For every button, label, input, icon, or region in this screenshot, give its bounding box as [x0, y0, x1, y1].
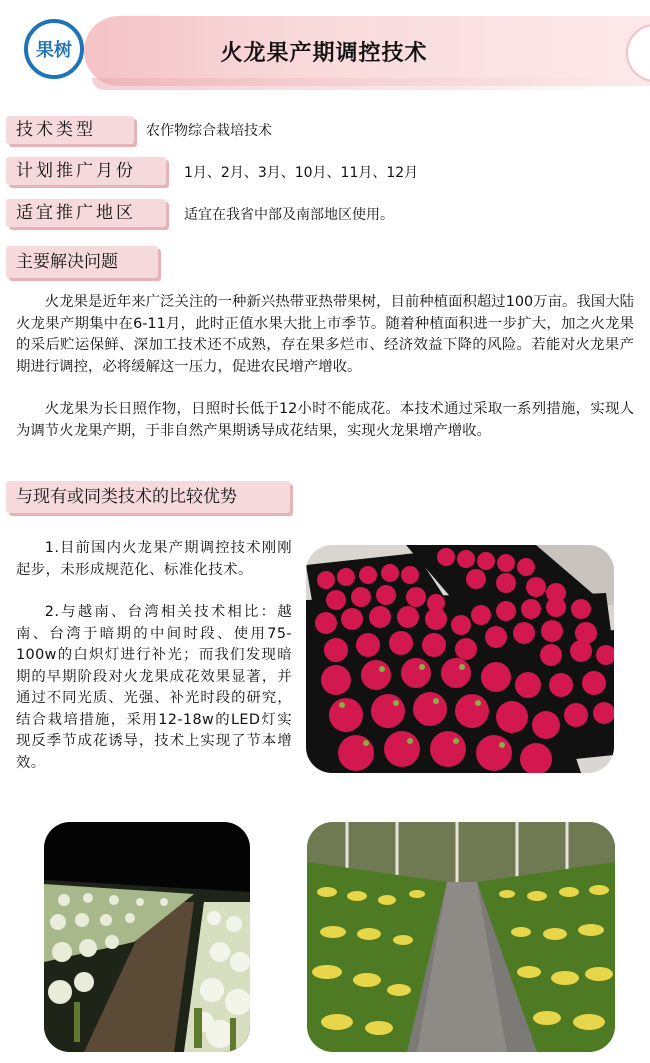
crates-illustration — [306, 545, 614, 773]
advantage-heading: 与现有或同类技术的比较优势 — [6, 481, 290, 513]
flowering-rows-photo — [307, 822, 615, 1052]
tech-type-value: 农作物综合栽培技术 — [146, 123, 272, 139]
months-value: 1月、2月、3月、10月、11月、12月 — [184, 165, 419, 181]
problem-paragraph-1: 火龙果是近年来广泛关注的一种新兴热带亚热带果树，目前种植面积超过100万亩。我国大陆火龙果产期集中在6-11月，此时正值水果大批上市季节。随着种植面积进一步扩大，加之火龙果的采后贮运保鲜、深加工技术还不成熟，存在果多烂市、经济效益下降的风险。若能对火龙果产期进行调控，必将缓解这一压力，促进农民增产增收。 — [16, 294, 634, 375]
region-value: 适宜在我省中部及南部地区使用。 — [184, 207, 394, 223]
advantage-point-2: 2.与越南、台湾相关技术相比：越南、台湾于暗期的中间时段、使用75-100w的白炽灯进行补光；而我们发现暗期的早期阶段对火龙果成花效果显著，并通过不同光质、光强、补光时段的研究，结合栽培措施，采用12-18w的LED灯实现反季节成花诱导，技术上实现了节本增效。 — [16, 604, 292, 771]
advantage-point-1: 1.目前国内火龙果产期调控技术刚刚起步，未形成规范化、标准化技术。 — [16, 540, 292, 578]
region-label: 适宜推广地区 — [6, 199, 166, 227]
dragon-fruit-crates-photo — [306, 545, 614, 773]
night-orchard-illustration — [44, 822, 250, 1052]
flowering-rows-illustration — [307, 822, 615, 1052]
night-orchard-lighting-photo — [44, 822, 250, 1052]
problem-heading: 主要解决问题 — [6, 246, 158, 278]
header-banner-shadow — [92, 78, 612, 90]
page-title: 火龙果产期调控技术 — [220, 41, 428, 66]
problem-paragraph-2: 火龙果为长日照作物，日照时长低于12小时不能成花。本技术通过采取一系列措施，实现人为调节火龙果产期，于非自然产果期诱导成花结果，实现火龙果增产增收。 — [16, 401, 634, 439]
months-label: 计划推广月份 — [6, 157, 166, 185]
category-badge: 果树 — [24, 19, 84, 79]
tech-type-label: 技术类型 — [6, 116, 134, 144]
